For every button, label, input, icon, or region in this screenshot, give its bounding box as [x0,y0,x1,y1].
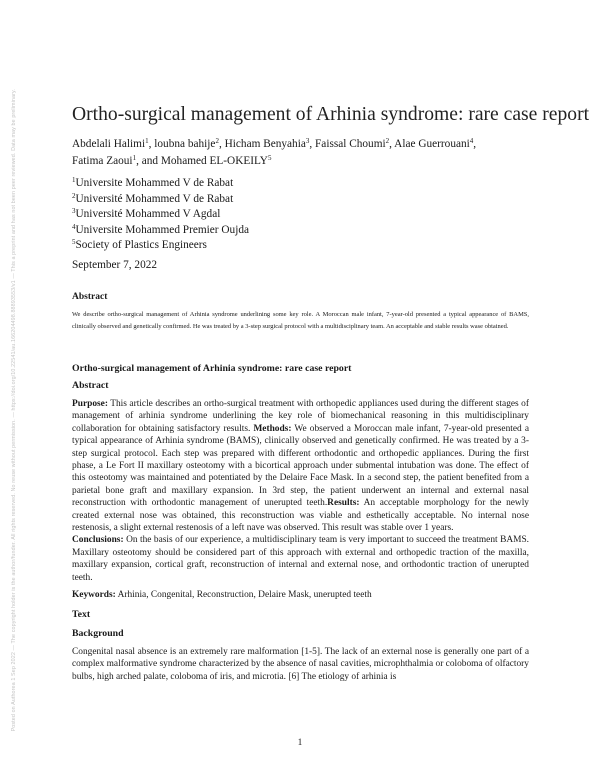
publication-date: September 7, 2022 [72,259,158,271]
abstract-long [72,398,529,584]
author: Hicham Benyahia$^3$ [224,137,310,150]
abstract-heading-2: Abstract [72,380,109,391]
author: loubna bahije$^2$ [154,137,219,150]
purpose-text: This article describes an ortho-surgical treatment with orthopedic appliances used during the different stages of management of arhinia syndrome underlining the key role of biomechanical reasoning in this multidisciplinary collaboration for obtaining satisfactory results. [72,399,529,434]
author: Mohamed EL-OKEILY$^5$ [160,154,272,167]
author: Fatima Zaoui$^1$ [72,154,137,167]
background-paragraph: Congenital nasal absence is an extremely rare malformation [1-5]. The lack of an external nose is generally one part of a complex malformative syndrome characterized by the absence of nasal cavities, microphthalmia or coloboma of olfactory bulbs, high arched palate, coloboma of iris, and microtia. [6] The etiology of arhinia is [72,647,529,682]
side-stamp-text: Posted on Authorea 1 Sep 2022 — The copyright holder is the author/funder. All rights reserved. No reuse without permission. — https://doi.org/10.22541/au.166204498.88893553/v1 — This a preprint and has not been peer reviewed. Data may be preliminary. [11,88,17,732]
author: Alae Guerrouani$^4$ [394,137,474,150]
authors-and: and [141,155,159,167]
affiliation: $^2$Université Mohammed V de Rabat [72,191,234,205]
page-number: 1 [297,738,303,748]
background-heading: Background [72,628,124,639]
affiliation: $^4$Universite Mohammed Premier Oujda [72,222,249,236]
text-heading: Text [72,609,91,620]
keywords-label: Keywords: [72,590,116,600]
author-list: Abdelali Halimi$^1$, loubna bahije$^2$, Hicham Benyahia$^3$, Faissal Choumi$^2$, Alae Guerrouani$^4$, Fatima Zaoui$^1$, and Mohamed EL-OKEILY$^5$ [72,137,477,167]
keywords-text: Arhinia, Congenital, Reconstruction, Delaire Mask, unerupted teeth [117,590,372,600]
purpose-label: Purpose: [72,399,108,409]
keywords [72,590,372,600]
abstract-short: We describe ortho-surgical management of Arhinia syndrome underlining some key role. A Moroccan male infant, 7-year-old presented a typical appearance of BAMS, clinically observed and genetically confirmed. He was treated by a 3-step surgical protocol with a multidisciplinary team. An acceptable and stable results wase obtained. [72,311,529,330]
affiliation-list [72,176,249,254]
results-text: An acceptable morphology for the newly created external nose was obtained, this reconstruction was viable and esthetically acceptable. No internal nose restenosis, a slight external restenosis of a left nave was observed. This result was stable over 1 years. [72,498,529,534]
results-label: Results: [327,498,360,509]
affiliation: $^3$Université Mohammed V Agdal [72,207,221,221]
methods-label: Methods: [253,423,292,434]
author: Abdelali Halimi$^1$ [72,137,149,150]
affiliation: $^5$Society of Plastics Engineers [72,238,207,252]
conclusions-text: On the basis of our experience, a multidisciplinary team is very important to succeed the treatment BAMS. Maxillary osteotomy should be considered part of this approach with external and orthopedic traction of the maxilla, maxillary expansion, cortical graft, reconstruction of internal and external nose, and orthodontic traction of unerupted teeth. [72,535,530,583]
author: Faissal Choumi$^2$ [315,137,390,150]
affiliation: $^1$Universite Mohammed V de Rabat [72,176,234,189]
paper-title: Ortho-surgical management of Arhinia syndrome: rare case report [72,104,590,125]
conclusions-label: Conclusions: [72,535,124,546]
section-title: Ortho-surgical management of Arhinia syndrome: rare case report [72,363,352,374]
methods-text: We observed a Moroccan male infant, 7-year-old presented a typical appearance of Arhinia syndrome (BAMS), clinically observed and genetically confirmed. He was treated by a 3-step surgical protocol. Each step was prepared with different orthodontic and orthopedic appliances. During the first phase, a Le Fort II maxillary osteotomy with a bicortical approach under submental intubation was done. The effect of this osteotomy was maintained and potentiated by the Delaire Face Mask. In a second step, the patient benefited from a parietal bone graft and maxillary expansion. In 3rd step, the patient underwent an internal and external nasal reconstruction with orthodontic management of unerupted teeth. [72,423,529,509]
abstract-heading: Abstract [72,292,108,302]
preprint-side-stamp [8,90,20,730]
